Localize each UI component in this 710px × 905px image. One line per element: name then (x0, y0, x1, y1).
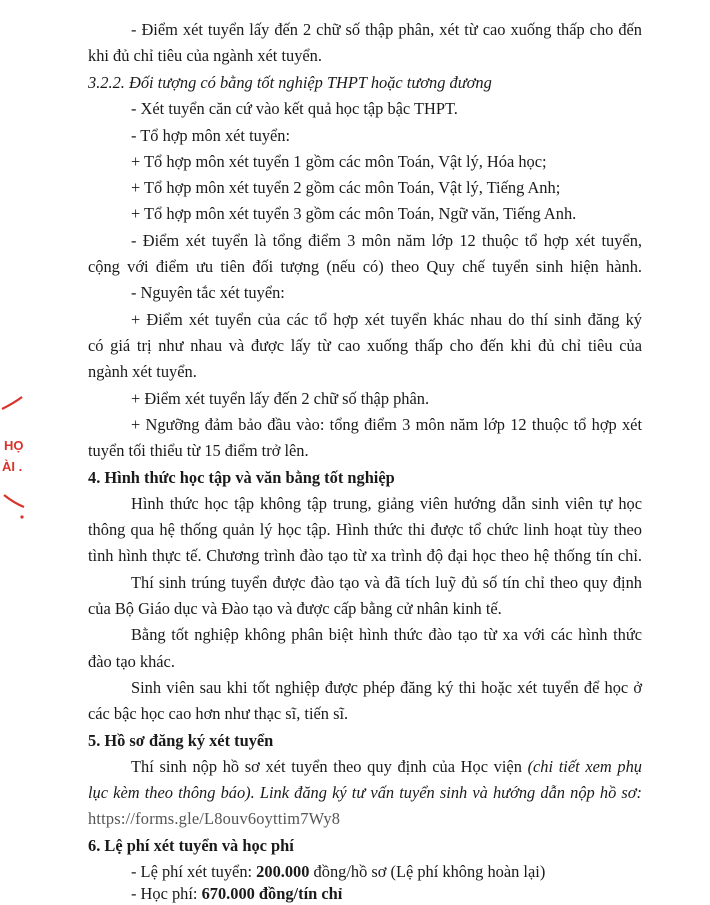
stamp-text-1: HỌ (4, 438, 24, 453)
text-line: tuyển tối thiểu từ 15 điểm trở lên. (88, 441, 309, 460)
text-line: tình hình thực tế. Chương trình đào tạo từ xa trình độ đại học theo hệ thống tín chỉ. (88, 546, 642, 565)
text-line: + Tổ hợp môn xét tuyển 2 gồm các môn Toán, Vật lý, Tiếng Anh; (131, 178, 561, 197)
section-heading-4: 4. Hình thức học tập và văn bằng tốt nghiệp (88, 468, 395, 487)
text-span: - Học phí: (131, 884, 202, 903)
text-line (131, 757, 642, 777)
text-line: Thí sinh trúng tuyển được đào tạo và đã tích luỹ đủ số tín chỉ theo quy định (131, 573, 642, 592)
text-span-italic: (chi tiết xem phụ (527, 757, 642, 776)
stamp-text-2: ÀI . (2, 459, 23, 474)
text-line: + Tổ hợp môn xét tuyển 1 gồm các môn Toán, Vật lý, Hóa học; (131, 152, 547, 171)
stamp-arc-bottom (4, 495, 24, 507)
text-line: có giá trị như nhau và được lấy từ cao xuống thấp cho đến khi đủ chỉ tiêu của (88, 336, 642, 355)
text-line: thông qua hệ thống quản lý học tập. Hình thức thi được tổ chức linh hoạt tùy theo (88, 520, 642, 539)
subsection-heading: 3.2.2. Đối tượng có bằng tốt nghiệp THPT hoặc tương đương (88, 73, 492, 92)
text-span: - Lệ phí xét tuyển: (131, 862, 257, 881)
text-line: khi đủ chỉ tiêu của ngành xét tuyển. (88, 46, 322, 65)
text-line: cộng với điểm ưu tiên đối tượng (nếu có) theo Quy chế tuyển sinh hiện hành. (88, 257, 642, 276)
text-line: của Bộ Giáo dục và Đào tạo và được cấp bằng cử nhân kinh tế. (88, 599, 502, 618)
text-line: - Nguyên tắc xét tuyển: (131, 283, 285, 302)
text-line: ngành xét tuyển. (88, 362, 197, 381)
text-line: các bậc học cao hơn như thạc sĩ, tiến sĩ. (88, 704, 349, 723)
section-heading-5: 5. Hồ sơ đăng ký xét tuyển (88, 731, 274, 750)
fee-amount: 200.000 (256, 862, 310, 881)
text-line (131, 862, 545, 882)
stamp-dot (20, 515, 23, 518)
text-line: + Tổ hợp môn xét tuyển 3 gồm các môn Toán, Ngữ văn, Tiếng Anh. (131, 204, 577, 223)
text-line: + Ngưỡng đảm bảo đầu vào: tổng điểm 3 môn năm lớp 12 thuộc tổ hợp xét (131, 415, 642, 434)
tuition-amount: 670.000 đồng/tín chỉ (201, 884, 343, 903)
stamp-arc-top (2, 397, 22, 409)
text-line: + Điểm xét tuyển lấy đến 2 chữ số thập phân. (131, 389, 430, 408)
text-line: + Điểm xét tuyển của các tổ hợp xét tuyển khác nhau do thí sinh đăng ký (131, 310, 642, 329)
text-line: - Điểm xét tuyển lấy đến 2 chữ số thập phân, xét từ cao xuống thấp cho đến (131, 20, 642, 39)
red-stamp (0, 395, 36, 535)
text-line: lục kèm theo thông báo). Link đăng ký tư vấn tuyển sinh và hướng dẫn nộp hồ sơ: (88, 783, 642, 802)
registration-link[interactable]: https://forms.gle/L8ouv6oyttim7Wy8 (88, 809, 341, 828)
text-line: - Xét tuyển căn cứ vào kết quả học tập bậc THPT. (131, 99, 458, 118)
text-span: đồng/hồ sơ (Lệ phí không hoàn lại) (309, 862, 546, 881)
text-line: Bằng tốt nghiệp không phân biệt hình thức đào tạo từ xa với các hình thức (131, 625, 642, 644)
text-span: Thí sinh nộp hồ sơ xét tuyển theo quy định của Học viện (131, 757, 528, 776)
text-line: - Tổ hợp môn xét tuyển: (131, 126, 291, 145)
section-heading-6: 6. Lệ phí xét tuyển và học phí (88, 836, 294, 855)
text-line: đào tạo khác. (88, 652, 175, 671)
text-line: Hình thức học tập không tập trung, giảng viên hướng dẫn sinh viên tự học (131, 494, 642, 513)
text-line: Sinh viên sau khi tốt nghiệp được phép đăng ký thi hoặc xét tuyển để học ở (131, 678, 642, 697)
text-line: - Điểm xét tuyển là tổng điểm 3 môn năm lớp 12 thuộc tổ hợp xét tuyển, (131, 231, 642, 250)
text-line (131, 884, 342, 904)
